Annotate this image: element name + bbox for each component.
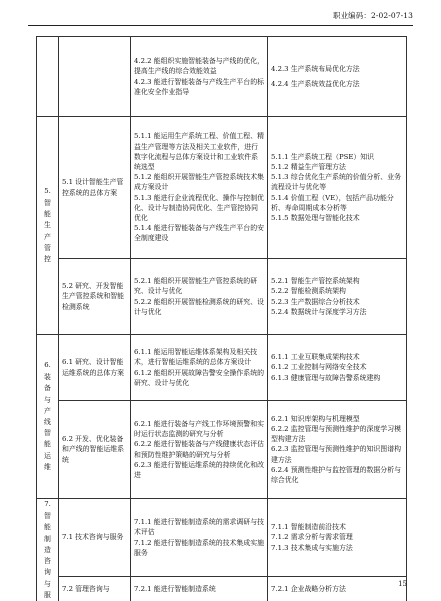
knowledge-item: 5.2.3 生产数据综合分析技术 [271,297,360,306]
table-row [37,401,407,499]
skill-item: 5.1.4 能进行智能装备与产线生产平台的安全制度建设 [134,224,264,243]
work-content-cell: 6.2 开发、优化装备和产线的智能运维系统 [59,401,131,499]
knowledge-item: 5.1.5 数据处理与智能化技术 [271,214,360,223]
skill-requirements-cell [131,117,268,259]
duty-cell-empty [37,37,59,117]
related-knowledge-cell [268,335,407,401]
knowledge-item: 4.2.3 生产系统布局优化方法 [271,65,360,74]
occupational-standard-table [36,36,407,601]
duty-cell: 7. 智 能 制 造 咨 询 与 服 [37,499,59,601]
knowledge-item: 6.1.2 工业控制与网络安全技术 [271,363,367,372]
header-rule [28,25,413,26]
skill-item: 5.2.1 能组织开展智能生产管控系统的研究、设计与优化 [134,277,258,296]
knowledge-item: 5.2.2 智能检测系统架构 [271,287,346,296]
skill-item: 5.2.2 能组织开展智能检测系统的研究、设计与优化 [134,297,264,316]
duty-number: 6. [44,360,51,369]
related-knowledge-cell [268,117,407,259]
work-content-cell: 6.1 研究、设计智能运维系统的总体方案 [59,335,131,401]
skill-item: 4.2.2 能组织实施智能装备与产线的优化，提高生产线的综合效能效益 [134,57,264,76]
knowledge-item: 6.2.4 预测性维护与监控管理的数据分析与综合优化 [271,465,401,485]
table-row [37,577,407,601]
knowledge-item: 5.1.1 生产系统工程（PSE）知识 [271,152,375,161]
skill-item: 6.1.2 能组织开展故障告警安全操作系统的研究、设计与优化 [134,368,264,387]
knowledge-item: 7.2.1 企业战略分析方法 [271,584,346,593]
related-knowledge-cell [268,259,407,335]
related-knowledge-cell [268,37,407,117]
skill-item: 6.2.2 能进行智能装备与产线健康状态评估和预防性维护策略的研究与分析 [134,440,264,459]
occupation-code: 职业编码：2-02-07-13 [332,11,413,20]
related-knowledge-cell [268,401,407,499]
table-row [37,335,407,401]
skill-requirements-cell [131,259,268,335]
knowledge-item: 7.1.3 技术集成与实施方法 [271,543,353,552]
skill-requirements-cell [131,577,268,601]
work-content-cell: 7.1 技术咨询与服务 [59,499,131,577]
duty-cell: 5. 智 能 生 产 管 控 [37,117,59,335]
work-content-cell: 5.1 设计智能生产管控系统的总体方案 [59,117,131,259]
work-content-cell-empty [59,37,131,117]
knowledge-item: 4.2.4 生产系统效益优化方法 [271,79,360,88]
duty-cell: 6. 装 备 与 产 线 智 能 运 维 [37,335,59,499]
work-content-cell: 7.2 管理咨询与 [59,577,131,601]
knowledge-item: 5.2.1 智能生产管控系统架构 [271,277,360,286]
skill-item: 7.1.2 能进行智能制造系统的技术集成实施服务 [134,538,264,557]
knowledge-item: 7.1.1 智能制造前沿技术 [271,523,346,532]
skill-item: 6.2.3 能进行智能运维系统的持续优化和改进 [134,460,264,479]
table-row [37,259,407,335]
knowledge-item: 5.1.4 价值工程（VE），包括产品功能分析、寿命周期成本分析等 [271,193,394,212]
knowledge-item: 6.2.2 监控管理与预测性维护的深度学习模型构建方法 [271,424,401,444]
skill-requirements-cell [131,37,268,117]
table-row [37,117,407,259]
skill-item: 7.1.1 能进行智能制造系统的需求调研与技术评估 [134,518,264,537]
knowledge-item: 5.1.2 精益生产管理方法 [271,162,346,171]
duty-number: 7. [44,500,51,508]
knowledge-item: 6.2.3 监控管理与预测性维护的知识图谱构建方法 [271,445,401,464]
skill-item: 5.1.1 能运用生产系统工程、价值工程、精益生产管理等方法及相关工业软件，进行数字化流程与总体方案设计和工业软件系统选型 [134,132,264,171]
skill-item: 6.2.1 能进行装备与产线工作环境预警和实时运行状态监测的研究与分析 [134,419,264,439]
knowledge-item: 6.1.1 工业互联集成架构技术 [271,353,360,362]
skill-requirements-cell [131,401,268,499]
skill-item: 5.1.3 能进行企业流程优化、操作与控制优化、设计与制造协同优化、生产管控协同优化 [134,193,264,223]
related-knowledge-cell [268,577,407,601]
skill-requirements-cell [131,499,268,577]
knowledge-item: 6.2.1 知识库架构与机理模型 [271,414,360,423]
skill-item: 7.2.1 能进行智能制造系统 [134,584,216,593]
skill-item: 6.1.1 能运用智能运维体系架构及相关技术，进行智能运维系统的总体方案设计 [134,348,258,367]
knowledge-item: 7.1.2 需求分析与需求管理 [271,533,353,542]
skill-item: 5.1.2 能组织开展智能生产管控系统技术集成方案设计 [134,173,264,192]
knowledge-item: 5.2.4 数据统计与深度学习方法 [271,307,367,316]
work-content-cell: 5.2 研究、开发智能生产管控系统和智能检测系统 [59,259,131,335]
table-row [37,37,407,117]
skill-item: 4.2.3 能进行智能装备与产线生产平台的标准化安全作业指导 [134,77,264,96]
page-number: 15 [398,580,407,588]
duty-number: 5. [44,186,51,195]
related-knowledge-cell [268,499,407,577]
knowledge-item: 5.1.3 综合优化生产系统的价值分析、业务流程设计与优化等 [271,173,401,192]
knowledge-item: 6.1.3 健康管理与故障告警系统建构 [271,373,381,382]
table-row [37,499,407,577]
skill-requirements-cell [131,335,268,401]
